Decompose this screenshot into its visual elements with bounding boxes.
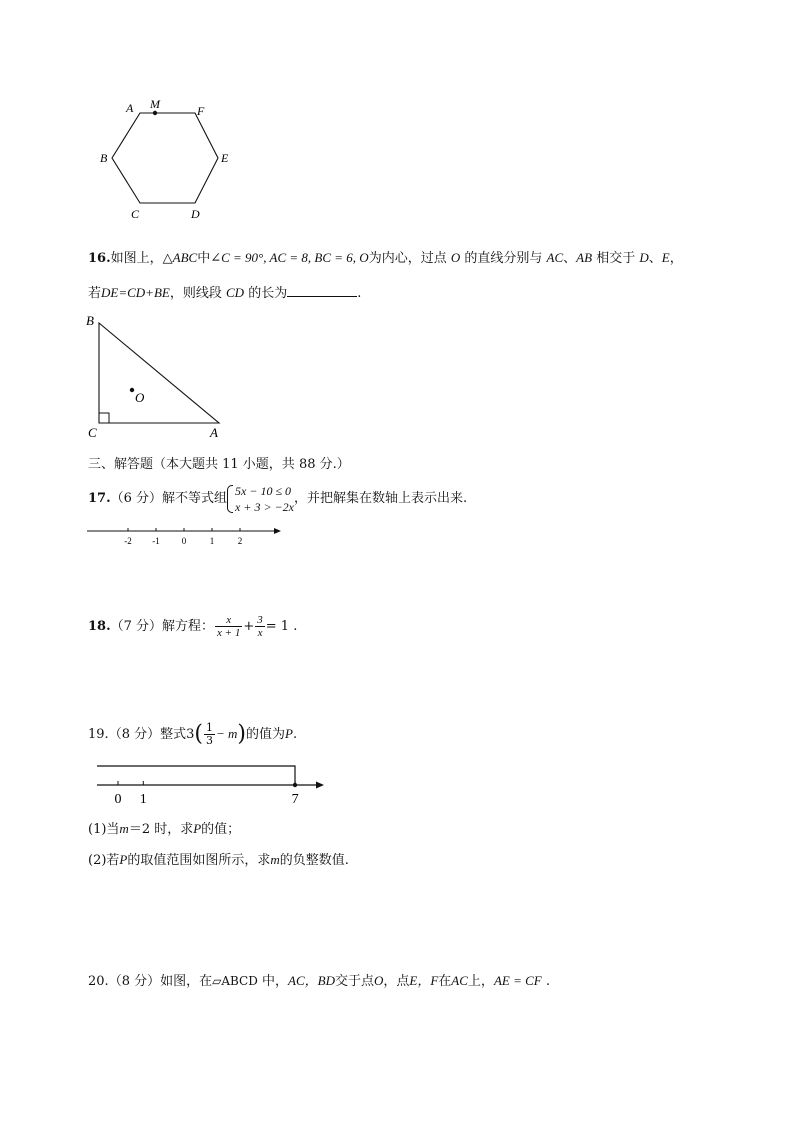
q19-axis-tick-label: 1 xyxy=(139,792,147,807)
q19-part2-p: P xyxy=(119,852,128,867)
q19-axis-tick-label: 0 xyxy=(114,792,122,807)
q18-fraction-2 xyxy=(255,614,265,639)
q16-e: E xyxy=(661,250,670,265)
q16-line1 xyxy=(88,249,683,268)
q19-axis-tick-label: 7 xyxy=(291,792,299,807)
q20-parallelogram: ▱ABCD xyxy=(212,974,258,988)
q19-frac-denominator: 3 xyxy=(205,734,213,747)
label-d: D xyxy=(191,207,200,221)
q19-end: . xyxy=(292,727,298,742)
q16-line2 xyxy=(88,282,361,303)
q16-text: 如图上， xyxy=(110,251,163,266)
label-b: B xyxy=(100,151,108,165)
q20-text: 中， xyxy=(262,974,289,989)
q19-part2-text: 的取值范围如图所示，求 xyxy=(127,853,271,868)
q19-part2-text: (2)若 xyxy=(88,853,120,868)
q20-point-o: O xyxy=(373,973,384,988)
q20-number: 20. xyxy=(88,974,109,989)
hexagon-shape xyxy=(112,113,218,203)
q18-plus: + xyxy=(243,619,255,634)
q20-text: 上， xyxy=(467,974,494,989)
q17-suffix: ，并把解集在数轴上表示出来. xyxy=(294,491,468,506)
q16-conditions: ∠C = 90°, AC = 8, BC = 6, O xyxy=(210,250,369,265)
q19-part2-text: 的负整数值. xyxy=(279,853,349,868)
q20-points-ef: E，F xyxy=(409,973,439,988)
q17-inequality-system xyxy=(227,483,294,515)
q17-inequality-2: x + 3 > −2x xyxy=(235,499,294,514)
q19-fraction xyxy=(204,722,215,747)
q19-line xyxy=(88,718,297,751)
q20-text: 在 xyxy=(438,974,452,989)
q18-frac1-numerator: x xyxy=(215,614,242,627)
q19-p: P xyxy=(285,726,293,741)
q19-part1-m: m xyxy=(119,821,129,836)
point-o xyxy=(130,388,134,392)
q19-part1 xyxy=(88,820,240,839)
q19-frac-numerator: 1 xyxy=(205,721,213,734)
label-a: A xyxy=(126,101,134,115)
q19-part1-text: ＝2 时，求 xyxy=(128,822,194,837)
triangle-shape xyxy=(99,323,219,423)
q19-part1-text: (1)当 xyxy=(88,822,120,837)
q18-fraction-1 xyxy=(215,614,242,639)
label-f: F xyxy=(197,104,205,118)
q20-text: 交于点 xyxy=(334,974,374,989)
q18-end: . xyxy=(293,619,298,634)
hexagon-figure xyxy=(95,95,240,225)
q18-frac1-denominator: x + 1 xyxy=(217,627,241,639)
q20-line xyxy=(88,972,550,991)
q16-end: ， xyxy=(669,251,683,266)
label-c: C xyxy=(131,207,140,221)
q19-minus-m: − m xyxy=(215,726,238,741)
q16-end: . xyxy=(357,286,362,301)
q16-sep: 、 xyxy=(648,251,662,266)
q18-score: （7 分） xyxy=(110,619,163,634)
q19-score: （8 分） xyxy=(108,727,161,742)
q17-axis-tick-label: -1 xyxy=(152,536,160,546)
q19-suffix: 的值为 xyxy=(246,727,286,742)
label-m: M xyxy=(150,97,160,111)
q20-ac: AC xyxy=(451,973,468,988)
q19-part1-text: 的值； xyxy=(201,822,241,837)
q19-left-paren: ( xyxy=(194,721,203,747)
q19-part1-p: P xyxy=(193,821,202,836)
q19-part2-m: m xyxy=(270,852,280,867)
q18-prefix: 解方程： xyxy=(162,619,215,634)
q16-text: 的直线分别与 xyxy=(464,251,543,266)
q17-axis-tick-label: 2 xyxy=(237,536,243,546)
q17-inequality-1: 5x − 10 ≤ 0 xyxy=(235,483,292,498)
q19-axis-arrow xyxy=(316,782,324,789)
q16-ab: AB xyxy=(576,250,593,265)
q18-rhs: = 1 xyxy=(265,619,290,634)
label-e: E xyxy=(221,151,229,165)
q19-range-bracket xyxy=(97,766,295,785)
q17-axis-tick-label: 1 xyxy=(209,536,215,546)
q16-text: 为内心，过点 xyxy=(368,251,447,266)
q20-score: （8 分） xyxy=(108,974,161,989)
q20-diagonals: AC，BD xyxy=(288,973,335,988)
q16-text: 若 xyxy=(88,286,102,301)
q16-point-o: O xyxy=(450,250,461,265)
point-m xyxy=(153,111,157,115)
q19-coefficient: 3 xyxy=(186,727,195,742)
q18-number: 18. xyxy=(88,619,111,634)
q20-equation: AE = CF xyxy=(493,973,542,988)
q16-d: D xyxy=(639,250,649,265)
q16-cd: CD xyxy=(226,285,245,300)
triangle-figure xyxy=(82,308,232,443)
section-heading: 三、解答题（本大题共 11 小题，共 88 分.） xyxy=(88,457,350,472)
q19-part2 xyxy=(88,851,349,870)
q16-text: 的长为 xyxy=(248,286,288,301)
q19-prefix: 整式 xyxy=(160,727,187,742)
q17-axis-arrow xyxy=(274,528,281,534)
q17-axis-tick-label: 0 xyxy=(181,536,187,546)
q16-sep: 、 xyxy=(563,251,577,266)
q18-frac2-numerator: 3 xyxy=(257,614,263,626)
q16-ac: AC xyxy=(546,250,564,265)
q17-number: 17. xyxy=(88,491,111,506)
q17-prefix: 解不等式组 xyxy=(162,491,228,506)
q18-line xyxy=(88,612,297,642)
q17-axis-tick-label: -2 xyxy=(124,536,132,546)
q19-number: 19. xyxy=(88,727,109,742)
q20-text: ，点 xyxy=(383,974,410,989)
q17-number-line xyxy=(85,522,290,552)
q19-number-line xyxy=(92,760,332,810)
q17-line xyxy=(88,482,467,516)
q16-number: 16. xyxy=(88,251,111,266)
label-a: A xyxy=(210,425,218,440)
label-b: B xyxy=(86,313,94,328)
q16-answer-blank[interactable] xyxy=(287,282,357,297)
right-angle-mark xyxy=(99,413,109,423)
q16-triangle: △ABC xyxy=(162,250,198,265)
q16-text: 中 xyxy=(197,251,211,266)
q16-text: 相交于 xyxy=(596,251,636,266)
q20-end: . xyxy=(545,974,550,989)
q20-text: 如图，在 xyxy=(160,974,213,989)
q16-text: ，则线段 xyxy=(169,286,222,301)
q16-equation: DE=CD+BE xyxy=(101,285,170,300)
label-c: C xyxy=(88,425,97,440)
q17-score: （6 分） xyxy=(110,491,163,506)
q19-right-paren: ) xyxy=(237,721,246,747)
label-o: O xyxy=(135,390,145,405)
q18-frac2-denominator: x xyxy=(257,627,263,639)
